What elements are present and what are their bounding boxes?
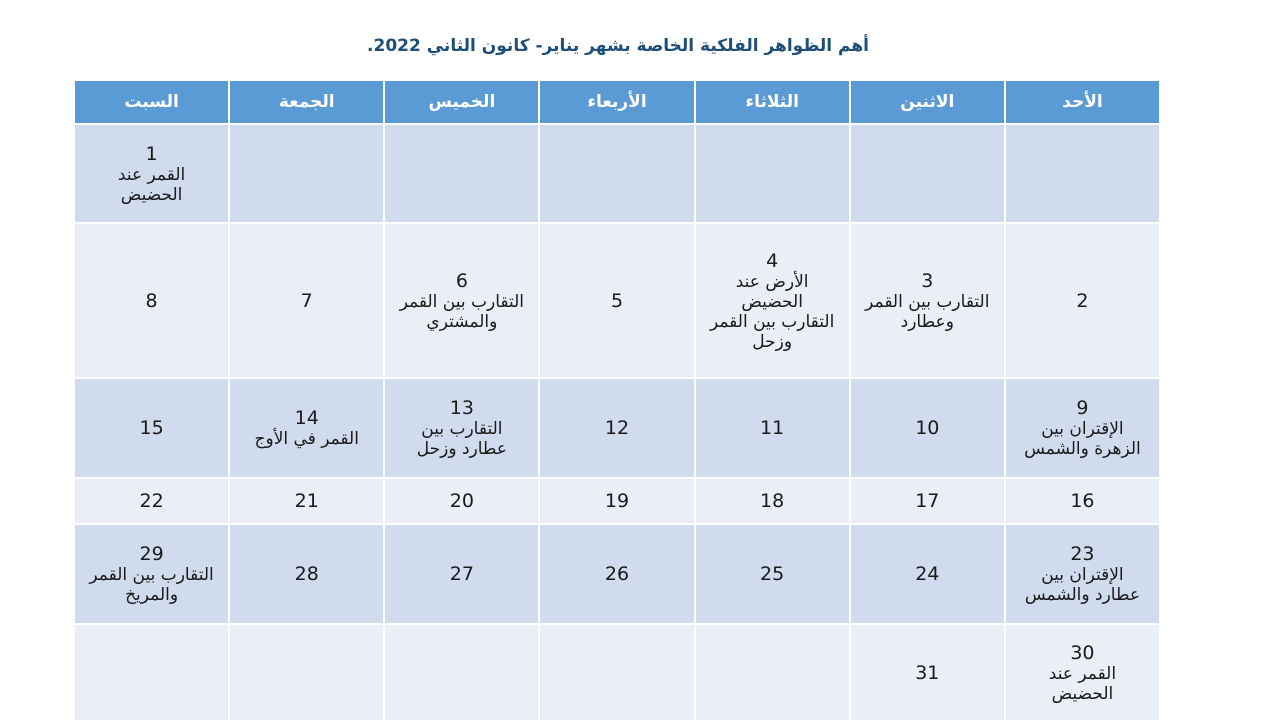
- day-number: 8: [145, 289, 158, 312]
- day-cell-monday: [851, 479, 1004, 523]
- day-number: 22: [139, 490, 164, 512]
- day-cell-thursday: [385, 525, 538, 623]
- week-row: [75, 625, 1159, 720]
- day-cell-friday: [230, 525, 383, 623]
- day-cell-friday: [230, 479, 383, 523]
- event-text: القمر عند الحضيض: [1048, 664, 1117, 704]
- day-cell-saturday: [75, 379, 228, 477]
- day-number: 18: [760, 490, 785, 512]
- day-number: 20: [449, 490, 474, 512]
- day-number: 3: [921, 269, 934, 292]
- day-number: 14: [294, 407, 319, 429]
- day-cell-wednesday: [540, 224, 693, 377]
- header-saturday: السبت: [75, 81, 228, 123]
- day-number: 9: [1076, 397, 1089, 419]
- event-text: القمر في الأوج: [254, 429, 359, 449]
- day-number: 12: [604, 417, 630, 439]
- week-row: [75, 224, 1159, 377]
- day-number: 4: [766, 249, 779, 272]
- day-number: 26: [604, 563, 630, 585]
- event-text: التقارب بين القمر وعطارد: [865, 291, 990, 332]
- day-number: 19: [604, 490, 630, 512]
- day-number: 24: [915, 563, 940, 585]
- header-tuesday: الثلاثاء: [696, 81, 849, 123]
- day-cell-saturday: [75, 479, 228, 523]
- day-number: 10: [915, 417, 940, 439]
- day-cell-tuesday: [696, 479, 849, 523]
- header-wednesday: الأربعاء: [540, 81, 693, 123]
- event-text: الإقتران بين عطارد والشمس: [1024, 565, 1141, 605]
- day-cell-friday: [230, 125, 383, 222]
- day-cell-sunday: [1006, 125, 1159, 222]
- day-number: 6: [455, 269, 468, 292]
- event-text: القمر عند الحضيض: [117, 164, 186, 205]
- day-number: 11: [760, 417, 785, 439]
- week-row: [75, 379, 1159, 477]
- day-cell-tuesday: [696, 379, 849, 477]
- day-number: 27: [449, 563, 474, 585]
- day-cell-saturday: [75, 224, 228, 377]
- day-cell-monday: [851, 125, 1004, 222]
- day-cell-sunday: [1006, 479, 1159, 523]
- day-number: 17: [915, 490, 940, 512]
- day-number: 13: [449, 397, 474, 419]
- day-cell-monday: [851, 224, 1004, 377]
- day-cell-thursday: [385, 379, 538, 477]
- day-number: 2: [1076, 289, 1089, 312]
- header-sunday: الأحد: [1006, 81, 1159, 123]
- day-number: 28: [294, 563, 319, 585]
- weekday-header-row: [75, 81, 1159, 123]
- day-cell-friday: [230, 379, 383, 477]
- header-thursday: الخميس: [385, 81, 538, 123]
- day-number: 21: [294, 490, 319, 512]
- day-cell-thursday: [385, 479, 538, 523]
- week-row: [75, 479, 1159, 523]
- week-row: [75, 125, 1159, 222]
- day-cell-wednesday: [540, 525, 693, 623]
- day-cell-saturday: [75, 625, 228, 720]
- day-number: 7: [300, 289, 313, 312]
- day-cell-sunday: [1006, 525, 1159, 623]
- day-cell-thursday: [385, 224, 538, 377]
- week-row: [75, 525, 1159, 623]
- day-cell-wednesday: [540, 479, 693, 523]
- day-cell-saturday: [75, 125, 228, 222]
- day-cell-monday: [851, 379, 1004, 477]
- day-cell-sunday: [1006, 224, 1159, 377]
- day-cell-tuesday: [696, 525, 849, 623]
- header-friday: الجمعة: [230, 81, 383, 123]
- day-number: 16: [1070, 490, 1095, 512]
- day-cell-sunday: [1006, 625, 1159, 720]
- day-number: 29: [139, 543, 164, 565]
- day-cell-saturday: [75, 525, 228, 623]
- day-cell-monday: [851, 525, 1004, 623]
- event-text: التقارب بين عطارد وزحل: [416, 419, 507, 459]
- header-monday: الاثنين: [851, 81, 1004, 123]
- day-cell-tuesday: [696, 125, 849, 222]
- day-number: 1: [145, 142, 158, 165]
- day-cell-friday: [230, 625, 383, 720]
- day-number: 30: [1070, 642, 1095, 664]
- event-text: الإقتران بين الزهرة والشمس: [1024, 419, 1141, 459]
- day-cell-wednesday: [540, 379, 693, 477]
- day-cell-friday: [230, 224, 383, 377]
- day-number: 31: [915, 662, 940, 684]
- day-cell-wednesday: [540, 625, 693, 720]
- day-cell-thursday: [385, 625, 538, 720]
- day-number: 15: [139, 417, 164, 439]
- event-text: التقارب بين القمر والمريخ: [89, 565, 214, 605]
- day-cell-wednesday: [540, 125, 693, 222]
- day-number: 5: [610, 289, 624, 312]
- page-title: أهم الظواهر الفلكية الخاصة بشهر يناير- كانون الثاني 2022.: [367, 36, 869, 56]
- day-cell-tuesday: [696, 625, 849, 720]
- day-cell-monday: [851, 625, 1004, 720]
- day-number: 23: [1070, 543, 1095, 565]
- calendar-table: [73, 79, 1161, 720]
- event-text: التقارب بين القمر والمشتري: [399, 291, 525, 332]
- day-cell-sunday: [1006, 379, 1159, 477]
- day-number: 25: [760, 563, 785, 585]
- event-text: الأرض عند الحضيض التقارب بين القمر وزحل: [709, 271, 835, 352]
- day-cell-thursday: [385, 125, 538, 222]
- day-cell-tuesday: [696, 224, 849, 377]
